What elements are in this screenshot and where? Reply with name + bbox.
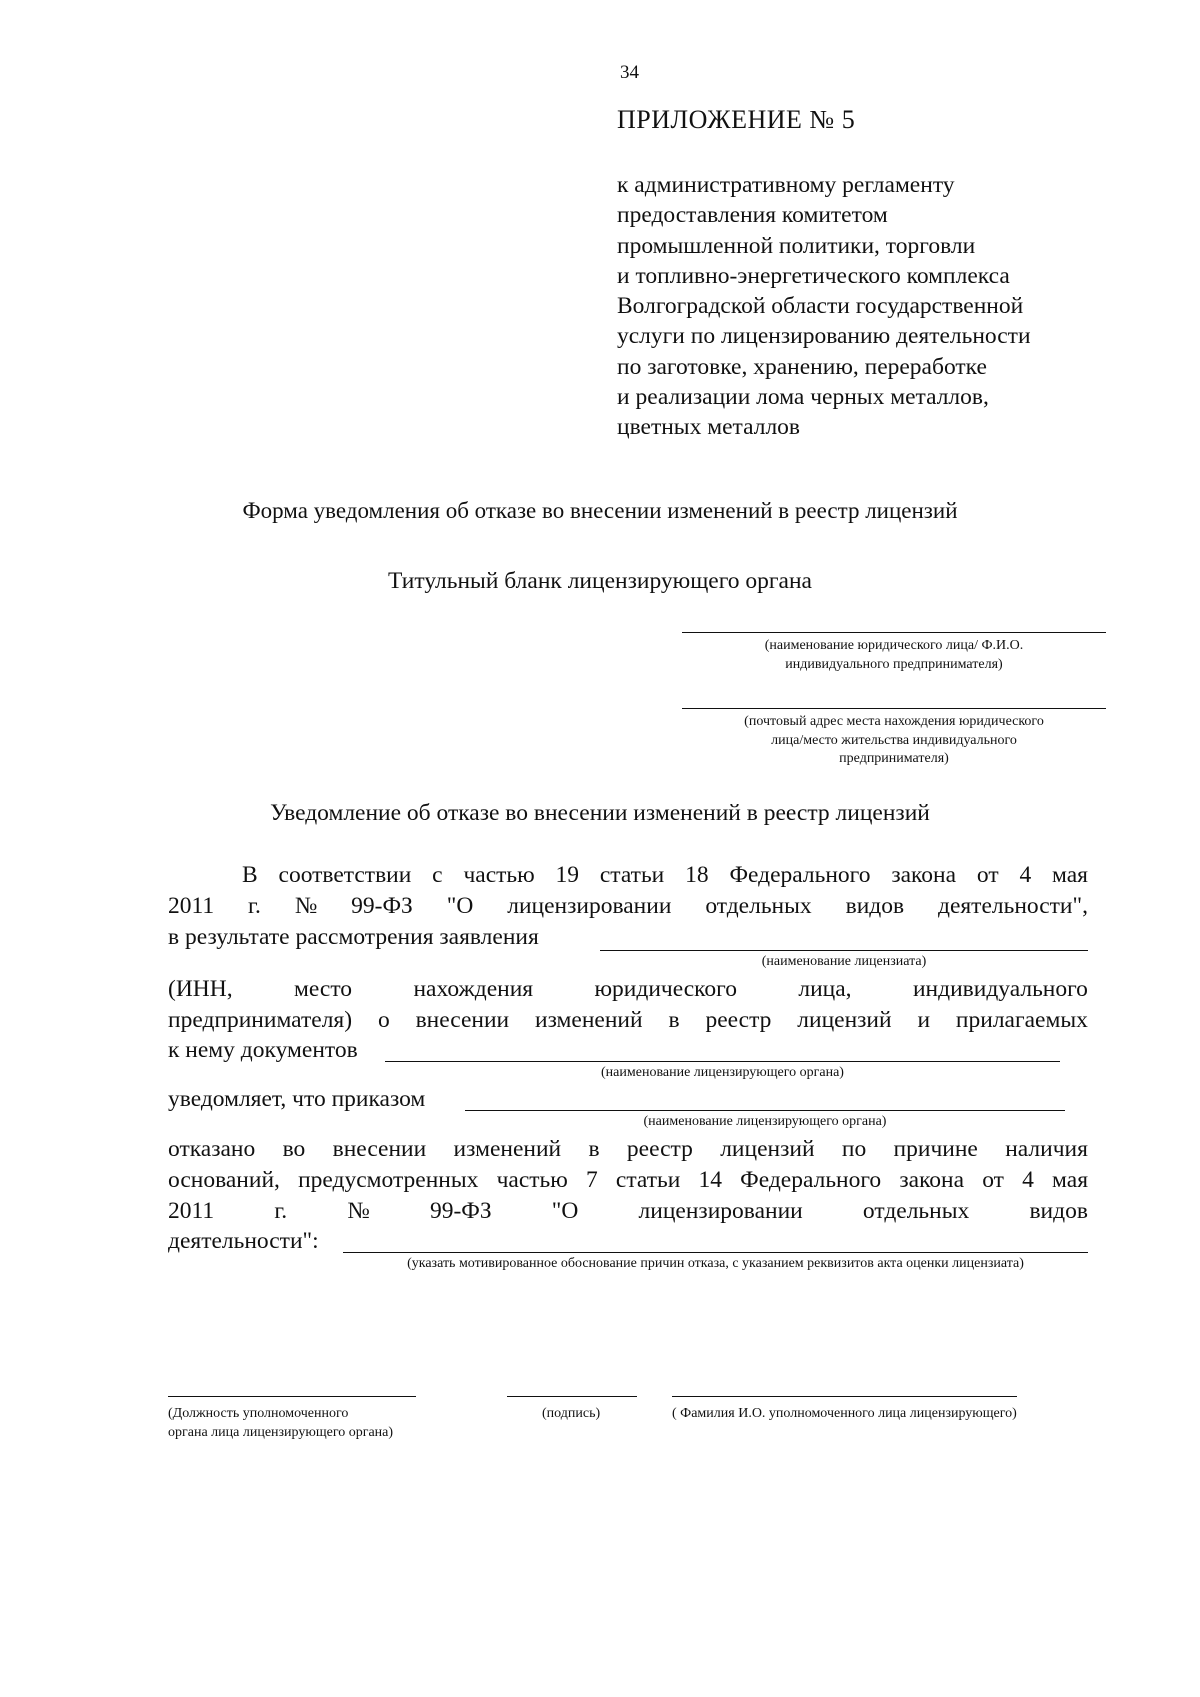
body-line-5 — [168, 1007, 1088, 1034]
appendix-subtitle-line: цветных металлов — [617, 414, 801, 441]
word: В — [242, 862, 258, 888]
word: внесении — [415, 1007, 510, 1033]
body-line-2 — [168, 893, 1088, 920]
word: индивидуального — [912, 976, 1088, 1002]
word: реестр — [626, 1136, 693, 1162]
caption-line: (почтовый адрес места нахождения юридического — [744, 714, 1044, 729]
word: лицензий — [720, 1136, 815, 1162]
caption-line: (наименование юридического лица/ Ф.И.О. — [764, 638, 1024, 653]
blank-title: Титульный бланк лицензирующего органа — [388, 568, 812, 594]
addressee-name-line — [682, 632, 1106, 633]
appendix-subtitle-line: Волгоградской области государственной — [617, 293, 1024, 320]
word: в — [588, 1136, 600, 1162]
word: Федерального — [740, 1167, 882, 1193]
word: отдельных — [705, 893, 812, 919]
word: оснований, — [168, 1167, 280, 1193]
page-number: 34 — [620, 62, 639, 83]
word: отдельных — [862, 1198, 970, 1224]
body-line-9 — [168, 1167, 1088, 1194]
word: лицензировании — [507, 893, 672, 919]
word: во — [282, 1136, 306, 1162]
form-title: Форма уведомления об отказе во внесении изменений в реестр лицензий — [242, 498, 958, 523]
licensee-caption: (наименование лицензиата) — [761, 954, 927, 969]
word: прилагаемых — [955, 1007, 1088, 1033]
name-caption: ( Фамилия И.О. уполномоченного лица лицензирующего) — [672, 1406, 1017, 1421]
caption-line: органа лица лицензирующего органа) — [168, 1425, 394, 1440]
caption-line: лица/место жительства индивидуального — [771, 732, 1017, 748]
addressee-address-caption — [682, 713, 1106, 769]
organ-caption-1: (наименование лицензирующего органа) — [601, 1065, 844, 1080]
word: видов — [845, 893, 905, 919]
word: с — [432, 862, 443, 888]
word: 14 — [698, 1167, 722, 1193]
word: 99-ФЗ — [429, 1198, 492, 1224]
word: причине — [893, 1136, 978, 1162]
word: частью — [463, 862, 535, 888]
body-line-7: уведомляет, что приказом — [168, 1086, 426, 1112]
signature-sign-line — [507, 1396, 637, 1397]
word: г. — [274, 1198, 288, 1224]
word: мая — [1052, 862, 1088, 888]
position-caption — [168, 1404, 488, 1442]
word: "О — [446, 893, 474, 919]
order-fill-line — [465, 1110, 1065, 1111]
body-line-11: деятельности": — [168, 1228, 319, 1254]
word: место — [294, 976, 353, 1002]
appendix-subtitle — [617, 170, 1157, 443]
word: "О — [551, 1198, 579, 1224]
word: видов — [1029, 1198, 1088, 1224]
reason-fill-line — [343, 1252, 1088, 1253]
word: 2011 — [168, 893, 215, 919]
appendix-subtitle-line: и реализации лома черных металлов, — [617, 384, 989, 411]
word: закона — [899, 1167, 965, 1193]
body-line-6: к нему документов — [168, 1037, 358, 1063]
word: частью — [496, 1167, 568, 1193]
word: № — [294, 893, 318, 919]
word: 4 — [1022, 1167, 1034, 1193]
word: (ИНН, — [168, 976, 233, 1002]
word: от — [976, 862, 999, 888]
appendix-subtitle-line: услуги по лицензированию деятельности — [617, 323, 1031, 350]
body-line-4 — [168, 976, 1088, 1003]
caption-line: (Должность уполномоченного — [168, 1406, 349, 1421]
appendix-subtitle-line: по заготовке, хранению, переработке — [617, 353, 987, 380]
word: № — [347, 1198, 370, 1224]
caption-line: индивидуального предпринимателя) — [785, 656, 1003, 672]
word: лицензировании — [638, 1198, 803, 1224]
word: наличия — [1005, 1136, 1088, 1162]
appendix-subtitle-line: предоставления комитетом — [617, 202, 888, 229]
notice-title: Уведомление об отказе во внесении изменений в реестр лицензий — [270, 800, 930, 826]
word: лицензий — [797, 1007, 892, 1033]
signature-caption: (подпись) — [542, 1406, 601, 1421]
word: г. — [248, 893, 261, 919]
appendix-title: ПРИЛОЖЕНИЕ № 5 — [617, 105, 856, 134]
position-sign-line — [168, 1396, 416, 1397]
addressee-name-caption — [682, 637, 1106, 674]
organ-caption-2: (наименование лицензирующего органа) — [643, 1114, 887, 1129]
appendix-subtitle-line: и топливно-энергетического комплекса — [617, 262, 1010, 289]
word: деятельности", — [937, 893, 1088, 919]
word: Федерального — [729, 862, 871, 888]
caption-line: предпринимателя) — [839, 751, 949, 766]
word: внесении — [332, 1136, 427, 1162]
word: 2011 — [168, 1198, 215, 1224]
word: юридического — [594, 976, 737, 1002]
word: изменений — [453, 1136, 562, 1162]
word: и — [917, 1007, 931, 1033]
word: предусмотренных — [298, 1167, 479, 1193]
word: 19 — [555, 862, 580, 888]
word: 18 — [685, 862, 709, 888]
addressee-address-line — [682, 708, 1106, 709]
word: закона — [891, 862, 957, 888]
word: изменений — [535, 1007, 643, 1033]
word: от — [982, 1167, 1004, 1193]
word: о — [377, 1007, 390, 1033]
word: соответствии — [278, 862, 412, 888]
reason-caption: (указать мотивированное обоснование причин отказа, с указанием реквизитов акта оценки лицензиата) — [407, 1256, 1024, 1271]
word: 99-ФЗ — [351, 893, 413, 919]
word: 7 — [586, 1167, 598, 1193]
body-line-10 — [168, 1198, 1088, 1225]
word: в — [668, 1007, 680, 1033]
word: статьи — [599, 862, 665, 888]
word: 4 — [1019, 862, 1032, 888]
word: отказано — [168, 1136, 256, 1162]
word: нахождения — [413, 976, 534, 1002]
body-line-3: в результате рассмотрения заявления — [168, 924, 539, 950]
word: статьи — [615, 1167, 681, 1193]
appendix-subtitle-line: промышленной политики, торговли — [617, 232, 976, 259]
word: реестр — [705, 1007, 772, 1033]
word: по — [841, 1136, 867, 1162]
licensee-fill-line — [600, 950, 1088, 951]
documents-fill-line — [385, 1061, 1060, 1062]
word: предпринимателя) — [168, 1007, 353, 1033]
word: лица, — [798, 976, 852, 1002]
body-line-1 — [242, 862, 1088, 889]
name-sign-line — [672, 1396, 1017, 1397]
appendix-subtitle-line: к административному регламенту — [617, 172, 955, 198]
word: мая — [1052, 1167, 1088, 1193]
body-line-8 — [168, 1136, 1088, 1163]
